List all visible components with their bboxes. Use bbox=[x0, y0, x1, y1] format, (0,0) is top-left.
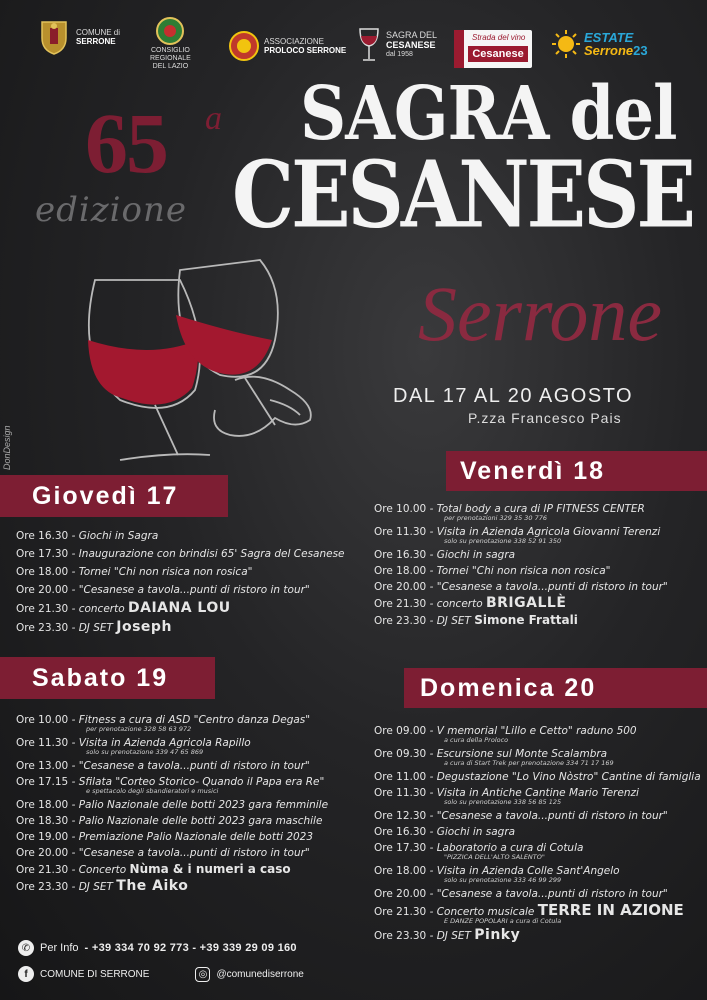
comune-logo bbox=[36, 18, 120, 56]
wine-glasses-illustration bbox=[60, 240, 330, 470]
sagra-logo bbox=[356, 26, 437, 64]
title-line3: Serrone bbox=[418, 270, 663, 357]
estate-year: 23 bbox=[633, 43, 648, 58]
estate-line1: ESTATE bbox=[584, 30, 634, 45]
event-text: - Visita in Azienda Agricola Giovanni Terenzi bbox=[429, 526, 661, 538]
event-subnote: solo su prenotazione 339 47 65 869 bbox=[86, 748, 204, 756]
event-row bbox=[374, 865, 701, 884]
event-time: Ore 23.30 bbox=[16, 622, 69, 634]
event-time: Ore 11.30 bbox=[374, 787, 427, 799]
event-dates: DAL 17 AL 20 AGOSTO bbox=[393, 385, 634, 407]
event-time: Ore 18.30 bbox=[16, 815, 69, 827]
event-time: Ore 23.30 bbox=[16, 881, 69, 893]
event-time: Ore 11.30 bbox=[374, 526, 427, 538]
event-row bbox=[16, 776, 328, 795]
consiglio-line3: DEL LAZIO bbox=[152, 63, 189, 70]
event-row bbox=[374, 901, 701, 925]
event-row bbox=[374, 503, 668, 522]
event-text: - Tornei "Chi non risica non rosica" bbox=[429, 565, 611, 577]
event-row bbox=[374, 888, 701, 900]
event-text: - concerto bbox=[71, 603, 125, 615]
event-row bbox=[374, 549, 668, 561]
schedule-venerdi bbox=[374, 503, 668, 631]
schedule-sabato bbox=[16, 714, 328, 897]
day-title-giovedi: Giovedì 17 bbox=[32, 481, 179, 510]
event-highlight: BRIGALLÈ bbox=[485, 595, 567, 611]
event-row bbox=[374, 526, 668, 545]
estate-line2: Serrone bbox=[584, 43, 634, 58]
strada-line1: Strada del vino bbox=[472, 33, 526, 42]
event-time: Ore 20.00 bbox=[374, 581, 427, 593]
event-row bbox=[374, 581, 668, 593]
event-row bbox=[374, 565, 668, 577]
event-row bbox=[16, 566, 345, 578]
strada-stripe bbox=[454, 30, 464, 68]
event-subnote: per prenotazione 328 58 63 972 bbox=[86, 725, 192, 733]
event-row bbox=[16, 880, 328, 893]
event-text: - Sfilata "Corteo Storico- Quando il Papa era Re" bbox=[71, 776, 325, 788]
event-text: - Inaugurazione con brindisi 65' Sagra del Cesanese bbox=[71, 548, 345, 560]
event-text: - V memorial "Lillo e Cetto" raduno 500 bbox=[429, 725, 637, 737]
event-text: - Fitness a cura di ASD "Centro danza Degas" bbox=[71, 714, 311, 726]
event-time: Ore 16.30 bbox=[16, 530, 69, 542]
whatsapp-icon: ✆ bbox=[18, 940, 34, 956]
banner-domenica bbox=[404, 668, 707, 708]
comune-line2: SERRONE bbox=[76, 37, 116, 46]
event-text: - Tornei "Chi non risica non rosica" bbox=[71, 566, 253, 578]
event-row bbox=[16, 548, 345, 560]
event-row bbox=[16, 621, 345, 634]
event-time: Ore 17.30 bbox=[16, 548, 69, 560]
event-text: - "Cesanese a tavola...punti di ristoro in tour" bbox=[429, 581, 668, 593]
estate-logo bbox=[552, 30, 648, 58]
event-text: - Palio Nazionale delle botti 2023 gara maschile bbox=[71, 815, 323, 827]
event-time: Ore 11.00 bbox=[374, 771, 427, 783]
event-text: - Total body a cura di IP FITNESS CENTER bbox=[429, 503, 645, 515]
event-time: Ore 23.30 bbox=[374, 930, 427, 942]
footer-social bbox=[18, 966, 304, 982]
banner-sabato bbox=[0, 657, 215, 699]
event-row bbox=[374, 748, 701, 767]
event-time: Ore 11.30 bbox=[16, 737, 69, 749]
event-highlight: Nùma & i numeri a caso bbox=[129, 862, 291, 876]
banner-venerdi bbox=[446, 451, 707, 491]
proloco-logo bbox=[228, 30, 346, 62]
event-time: Ore 13.00 bbox=[16, 760, 69, 772]
sagra-line3: dal 1958 bbox=[386, 51, 413, 58]
event-text: - "Cesanese a tavola...punti di ristoro in tour" bbox=[429, 888, 668, 900]
event-row bbox=[16, 530, 345, 542]
event-row bbox=[374, 826, 701, 838]
event-subnote: a cura di Start Trek per prenotazione 334 71 17 169 bbox=[444, 759, 614, 767]
event-row bbox=[16, 760, 328, 772]
event-text: - Escursione sul Monte Scalambra bbox=[429, 748, 608, 760]
event-text: - Visita in Antiche Cantine Mario Terenzi bbox=[429, 787, 639, 799]
event-time: Ore 17.15 bbox=[16, 776, 69, 788]
event-text: - Palio Nazionale delle botti 2023 gara femminile bbox=[71, 799, 329, 811]
proloco-badge-icon bbox=[228, 30, 260, 62]
event-subnote: e spettacolo degli sbandieratori e musici bbox=[86, 787, 219, 795]
event-text: - Giochi in Sagra bbox=[71, 530, 159, 542]
footer-instagram[interactable]: @comunediserrone bbox=[216, 968, 304, 980]
footer-info bbox=[18, 940, 297, 956]
event-highlight: The Aiko bbox=[116, 878, 189, 894]
event-time: Ore 10.00 bbox=[16, 714, 69, 726]
consiglio-line2: REGIONALE bbox=[150, 55, 191, 62]
facebook-icon[interactable]: f bbox=[18, 966, 34, 982]
event-row bbox=[374, 787, 701, 806]
event-highlight: Pinky bbox=[474, 927, 521, 943]
footer-phone: - +39 334 70 92 773 - +39 339 29 09 160 bbox=[84, 942, 297, 954]
event-time: Ore 18.00 bbox=[374, 865, 427, 877]
event-row bbox=[374, 842, 701, 861]
event-text: - Concerto bbox=[71, 864, 127, 876]
event-subnote: "PIZZICA DELL'ALTO SALENTO" bbox=[444, 853, 545, 861]
event-text: - "Cesanese a tavola...punti di ristoro in tour" bbox=[71, 584, 310, 596]
consiglio-emblem-icon bbox=[155, 16, 185, 46]
event-time: Ore 16.30 bbox=[374, 549, 427, 561]
event-time: Ore 20.00 bbox=[374, 888, 427, 900]
event-row bbox=[374, 929, 701, 942]
event-highlight: TERRE IN AZIONE bbox=[537, 901, 684, 919]
event-text: - Concerto musicale bbox=[429, 906, 535, 918]
event-time: Ore 17.30 bbox=[374, 842, 427, 854]
consiglio-line1: CONSIGLIO bbox=[150, 47, 190, 54]
event-time: Ore 16.30 bbox=[374, 826, 427, 838]
event-text: - concerto bbox=[429, 598, 483, 610]
schedule-domenica bbox=[374, 725, 701, 946]
sun-icon bbox=[552, 30, 580, 58]
edition-word: edizione bbox=[35, 190, 188, 230]
event-row bbox=[16, 799, 328, 811]
event-text: - DJ SET bbox=[71, 881, 113, 893]
event-subnote: per prenotazioni 329 35 30 776 bbox=[444, 514, 548, 522]
event-row bbox=[16, 714, 328, 733]
event-text: - "Cesanese a tavola...punti di ristoro in tour" bbox=[71, 760, 310, 772]
event-text: - Visita in Azienda Colle Sant'Angelo bbox=[429, 865, 620, 877]
event-row bbox=[374, 771, 701, 783]
event-time: Ore 21.30 bbox=[16, 603, 69, 615]
title-line2: CESANESE bbox=[232, 141, 693, 250]
day-title-venerdi: Venerdì 18 bbox=[460, 456, 606, 485]
event-text: - Giochi in sagra bbox=[429, 549, 516, 561]
event-subnote: solo su prenotazione 338 56 85 125 bbox=[444, 798, 562, 806]
wine-glass-icon bbox=[356, 26, 382, 64]
event-text: - Degustazione "Lo Vino Nòstro" Cantine di famiglia bbox=[429, 771, 701, 783]
day-title-sabato: Sabato 19 bbox=[32, 663, 169, 692]
event-row bbox=[374, 614, 668, 627]
event-time: Ore 10.00 bbox=[374, 503, 427, 515]
proloco-line2: PROLOCO SERRONE bbox=[264, 46, 347, 55]
event-time: Ore 20.00 bbox=[16, 584, 69, 596]
event-row bbox=[16, 847, 328, 859]
event-row bbox=[16, 584, 345, 596]
event-text: - DJ SET bbox=[429, 615, 471, 627]
event-text: - Giochi in sagra bbox=[429, 826, 516, 838]
comune-line1: COMUNE di bbox=[76, 28, 121, 37]
footer-info-label: Per Info bbox=[40, 942, 79, 954]
event-subnote: a cura della Proloco bbox=[444, 736, 509, 744]
event-row bbox=[16, 831, 328, 843]
event-text: - Visita in Azienda Agricola Rapillo bbox=[71, 737, 251, 749]
instagram-icon[interactable]: ◎ bbox=[195, 967, 210, 982]
event-row bbox=[16, 737, 328, 756]
event-highlight: DAIANA LOU bbox=[127, 600, 231, 616]
event-time: Ore 18.00 bbox=[374, 565, 427, 577]
day-title-domenica: Domenica 20 bbox=[420, 673, 597, 702]
event-time: Ore 09.00 bbox=[374, 725, 427, 737]
event-text: - DJ SET bbox=[71, 622, 113, 634]
event-time: Ore 23.30 bbox=[374, 615, 427, 627]
event-text: - Premiazione Palio Nazionale delle botti 2023 bbox=[71, 831, 314, 843]
edition-number: 65 bbox=[85, 95, 167, 191]
sagra-line2: CESANESE bbox=[386, 40, 436, 50]
event-text: - Laboratorio a cura di Cotula bbox=[429, 842, 584, 854]
strada-logo bbox=[454, 30, 532, 68]
comune-crest-icon bbox=[36, 18, 72, 56]
proloco-line1: ASSOCIAZIONE bbox=[264, 37, 325, 46]
consiglio-logo bbox=[150, 16, 191, 71]
event-text: - DJ SET bbox=[429, 930, 471, 942]
event-text: - "Cesanese a tavola...punti di ristoro in tour" bbox=[429, 810, 668, 822]
event-row bbox=[16, 863, 328, 876]
footer-facebook[interactable]: COMUNE DI SERRONE bbox=[40, 968, 150, 980]
schedule-giovedi bbox=[16, 530, 345, 640]
event-row bbox=[374, 725, 701, 744]
event-row bbox=[374, 597, 668, 610]
designer-signature: DonDesign bbox=[2, 425, 12, 470]
edition-superscript: a bbox=[205, 100, 222, 137]
event-highlight: Joseph bbox=[116, 619, 172, 635]
event-subnote: solo su prenotazione 338 52 91 350 bbox=[444, 537, 562, 545]
event-highlight: Simone Frattali bbox=[474, 613, 578, 627]
event-time: Ore 21.30 bbox=[374, 906, 427, 918]
event-time: Ore 09.30 bbox=[374, 748, 427, 760]
title-line1: SAGRA del bbox=[300, 71, 677, 158]
event-time: Ore 19.00 bbox=[16, 831, 69, 843]
event-time: Ore 18.00 bbox=[16, 799, 69, 811]
strada-line2: Cesanese bbox=[468, 46, 528, 62]
event-time: Ore 20.00 bbox=[16, 847, 69, 859]
event-text: - "Cesanese a tavola...punti di ristoro in tour" bbox=[71, 847, 310, 859]
event-place: P.zza Francesco Pais bbox=[468, 410, 622, 426]
event-subnote: E DANZE POPOLARI a cura di Cotula bbox=[444, 917, 562, 925]
event-time: Ore 21.30 bbox=[374, 598, 427, 610]
event-time: Ore 18.00 bbox=[16, 566, 69, 578]
sagra-line1: SAGRA DEL bbox=[386, 30, 438, 40]
event-row bbox=[16, 815, 328, 827]
event-row bbox=[16, 602, 345, 615]
event-time: Ore 21.30 bbox=[16, 864, 69, 876]
event-time: Ore 12.30 bbox=[374, 810, 427, 822]
banner-giovedi bbox=[0, 475, 228, 517]
event-subnote: solo su prenotazione 333 46 99 299 bbox=[444, 876, 562, 884]
event-row bbox=[374, 810, 701, 822]
